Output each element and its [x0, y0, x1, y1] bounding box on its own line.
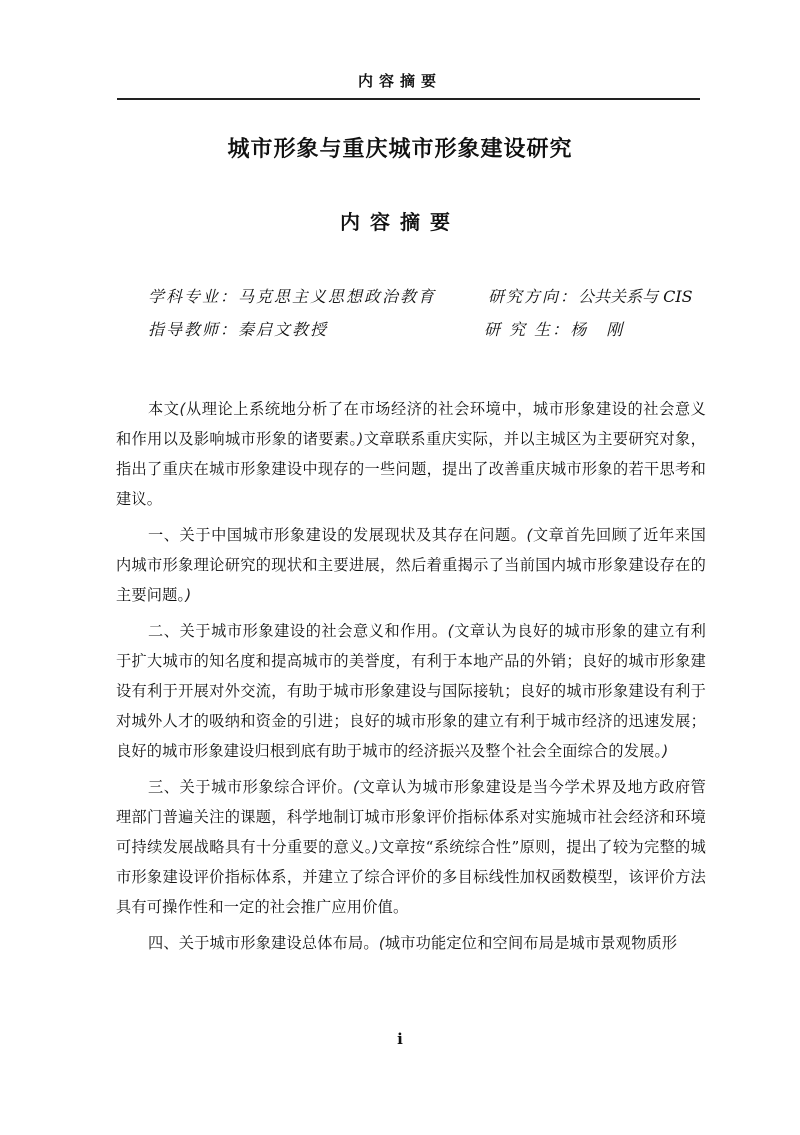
paragraph-text: 从理论上系统地分析了在市场经济的社会环境中，城市形象建设的社会意义和作用以及影响城市形象的诸要素。: [116, 400, 706, 448]
paragraph-text: 二、关于城市形象建设的社会意义和作用。: [148, 622, 448, 640]
running-header: 内容摘要: [357, 72, 442, 90]
bracket-close-mark: ): [185, 586, 192, 604]
paragraph-text: 三、关于城市形象综合评价。: [148, 778, 353, 796]
paragraph-text: 文章联系重庆实际，并以主城区为主要研究对象，指出了重庆在城市形象建设中现存的一些问题，提出了改善重庆城市形象的若干思考和建议。: [116, 430, 706, 508]
abstract-body: [116, 394, 706, 964]
paragraph-text: 城市功能定位和空间布局是城市景观物质形: [384, 934, 678, 952]
bracket-open-mark: (: [447, 622, 454, 640]
paragraph-intro: [116, 394, 706, 514]
bracket-open-mark: (: [526, 526, 533, 544]
paragraph-text: 文章认为良好的城市形象的建立有利于扩大城市的知名度和提高城市的美誉度，有利于本地产品的外销；良好的城市形象建设有利于开展对外交流，有助于城市形象建设与国际接轨；良好的城市形象建设有利于对城外人才的吸纳和资金的引进；良好的城市形象的建立有利于城市经济的迅速发展；良好的城市形象建设归根到底有助于城市的经济振兴及整个社会全面综合的发展。: [116, 622, 706, 760]
direction-row: [488, 284, 693, 307]
discipline-value: 马克思主义思想政治教育: [238, 287, 437, 306]
advisor-row: [148, 317, 328, 340]
paragraph-text: 文章认为城市形象建设是当今学术界及地方政府管理部门普遍关注的课题，科学地制订城市形象评价指标体系对实施城市社会经济和环境可持续发展战略具有十分重要的意义。: [116, 778, 706, 856]
document-title: 城市形象与重庆城市形象建设研究: [227, 136, 573, 162]
bracket-close-mark: ): [357, 430, 364, 448]
bracket-close-mark: ): [662, 742, 669, 760]
bracket-open-mark: (: [179, 400, 186, 418]
section-heading: 内容摘要: [340, 210, 460, 234]
student-label: 研 究 生：: [484, 320, 571, 339]
page-number: i: [397, 1030, 403, 1048]
discipline-label: 学科专业：: [148, 287, 239, 306]
header-rule: [117, 98, 700, 100]
paragraph-text: 四、关于城市形象建设总体布局。: [148, 934, 379, 952]
student-value: 杨 刚: [570, 320, 625, 339]
bracket-close-mark: ): [372, 838, 379, 856]
paragraph-section-4: [116, 928, 706, 958]
paragraph-section-1: [116, 520, 706, 610]
paragraph-section-2: [116, 616, 706, 766]
bracket-open-mark: (: [353, 778, 360, 796]
paragraph-text: 一、关于中国城市形象建设的发展现状及其存在问题。: [148, 526, 527, 544]
direction-label: 研究方向：: [488, 287, 579, 306]
advisor-label: 指导教师：: [148, 320, 239, 339]
paragraph-text: 文章按“系统综合性”原则，提出了较为完整的城市形象建设评价指标体系，并建立了综合评价的多目标线性加权函数模型，该评价方法具有可操作性和一定的社会推广应用价值。: [116, 838, 706, 916]
direction-value: 公共关系与 CIS: [578, 287, 693, 306]
paragraph-text: 文章首先回顾了近年来国内城市形象理论研究的现状和主要进展，然后着重揭示了当前国内城市形象建设存在的主要问题。: [116, 526, 706, 604]
paragraph-section-3: [116, 772, 706, 922]
bracket-open-mark: (: [378, 934, 385, 952]
advisor-value: 秦启文教授: [238, 320, 329, 339]
paragraph-text: 本文: [148, 400, 180, 418]
student-row: [484, 317, 624, 340]
discipline-row: [148, 284, 436, 307]
